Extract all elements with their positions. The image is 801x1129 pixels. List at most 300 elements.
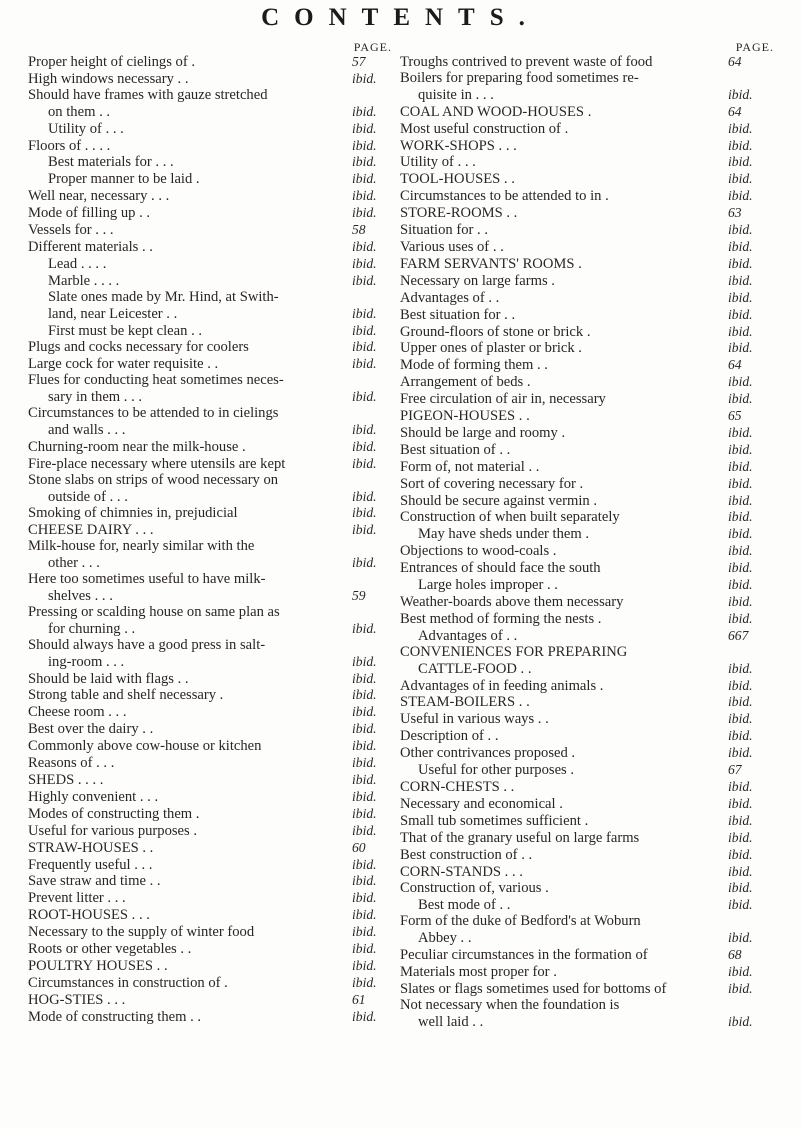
toc-entry bbox=[28, 356, 392, 373]
toc-entry-text: Boilers for preparing food sometimes re- bbox=[400, 70, 639, 86]
toc-entry bbox=[400, 880, 762, 897]
toc-entry-page: ibid. bbox=[728, 930, 753, 946]
toc-entry bbox=[28, 572, 392, 588]
toc-entry bbox=[400, 307, 762, 324]
toc-entry-text: Necessary to the supply of winter food bbox=[28, 925, 255, 941]
toc-entry-page: ibid. bbox=[728, 475, 753, 491]
toc-entry bbox=[28, 772, 392, 789]
toc-entry-page: ibid. bbox=[352, 907, 377, 923]
toc-entry-text: Commonly above cow-house or kitchen bbox=[28, 739, 262, 755]
toc-entry-page: ibid. bbox=[352, 70, 377, 86]
toc-entry-page: ibid. bbox=[352, 974, 377, 990]
toc-entry-text: WORK-SHOPS . . . bbox=[400, 138, 517, 154]
toc-entry-text: HOG-STIES . . . bbox=[28, 992, 126, 1008]
toc-entry-text: shelves . . . bbox=[48, 589, 113, 604]
toc-entry-page: ibid. bbox=[352, 488, 377, 504]
toc-entry bbox=[400, 239, 762, 256]
toc-entry-page: ibid. bbox=[352, 1008, 377, 1024]
toc-entry-page: ibid. bbox=[728, 594, 753, 609]
toc-entry-page: ibid. bbox=[352, 805, 377, 821]
toc-entry bbox=[400, 543, 762, 560]
toc-entry-text: High windows necessary . . bbox=[28, 71, 189, 87]
toc-entry-text: Circumstances to be attended to in cielings bbox=[28, 406, 279, 422]
toc-entry bbox=[400, 171, 762, 188]
toc-entry-text: Free circulation of air in, necessary bbox=[400, 392, 606, 408]
toc-entry-text: Best materials for . . . bbox=[48, 155, 174, 171]
toc-entry-page: 61 bbox=[352, 991, 366, 1007]
toc-entry-page: ibid. bbox=[728, 340, 753, 356]
toc-entry-text: and walls . . . bbox=[48, 422, 126, 438]
toc-entry bbox=[400, 560, 762, 577]
toc-entry-text: Large cock for water requisite . . bbox=[28, 357, 219, 373]
toc-entry-page: ibid. bbox=[728, 374, 753, 390]
toc-entry-text: Mode of constructing them . . bbox=[28, 1009, 202, 1025]
toc-entry bbox=[400, 509, 762, 526]
toc-entry bbox=[400, 645, 762, 661]
toc-entry bbox=[400, 711, 762, 728]
toc-entry-text: First must be kept clean . . bbox=[48, 323, 203, 339]
toc-entry-page: ibid. bbox=[728, 610, 753, 626]
toc-entry bbox=[28, 239, 392, 256]
toc-entry bbox=[28, 721, 392, 738]
toc-entry-page: ibid. bbox=[728, 829, 753, 845]
toc-entry-page: ibid. bbox=[352, 188, 377, 204]
toc-entry-page: ibid. bbox=[728, 812, 753, 828]
toc-entry-page: ibid. bbox=[728, 86, 753, 102]
toc-entry-text: Best situation for . . bbox=[400, 307, 516, 323]
toc-entry-text: Troughs contrived to prevent waste of food bbox=[400, 55, 653, 70]
page-title: CONTENTS. bbox=[261, 4, 540, 31]
toc-entry bbox=[28, 489, 392, 506]
toc-entry bbox=[28, 857, 392, 874]
toc-entry-text: Floors of . . . . bbox=[28, 138, 111, 154]
toc-entry-text: outside of . . . bbox=[48, 489, 128, 505]
toc-entry-page: ibid. bbox=[728, 120, 753, 136]
toc-entry bbox=[28, 890, 392, 907]
toc-entry-page: ibid. bbox=[352, 205, 377, 221]
toc-entry bbox=[400, 154, 762, 171]
toc-entry-text: land, near Leicester . . bbox=[48, 306, 178, 322]
toc-entry-text: Slates or flags sometimes used for bottoms of bbox=[400, 981, 667, 997]
toc-entry bbox=[400, 442, 762, 459]
toc-entry bbox=[28, 588, 392, 605]
toc-entry-text: Abbey . . bbox=[418, 931, 472, 947]
toc-entry bbox=[400, 493, 762, 510]
toc-entry-page: ibid. bbox=[352, 322, 377, 338]
toc-entry bbox=[28, 605, 392, 621]
toc-entry-text: Proper manner to be laid . bbox=[48, 172, 200, 188]
toc-entry-page: ibid. bbox=[352, 721, 377, 737]
toc-entry bbox=[28, 840, 392, 857]
toc-entry-text: quisite in . . . bbox=[418, 87, 494, 103]
toc-entry-page: ibid. bbox=[352, 873, 377, 889]
toc-entry-text: ROOT-HOUSES . . . bbox=[28, 908, 150, 924]
toc-entry-text: Sort of covering necessary for . bbox=[400, 476, 584, 492]
toc-entry bbox=[400, 391, 762, 408]
toc-entry-text: COAL AND WOOD-HOUSES . bbox=[400, 104, 592, 120]
toc-entry-text: sary in them . . . bbox=[48, 390, 143, 406]
toc-entry bbox=[28, 71, 392, 88]
toc-entry bbox=[28, 992, 392, 1009]
toc-entry-page: ibid. bbox=[352, 924, 377, 940]
toc-entry bbox=[400, 914, 762, 930]
toc-entry bbox=[400, 796, 762, 813]
toc-entry-page: ibid. bbox=[352, 957, 377, 973]
toc-entry-text: STRAW-HOUSES . . bbox=[28, 840, 154, 856]
toc-entry-text: Circumstances to be attended to in . bbox=[400, 189, 609, 205]
toc-entry bbox=[28, 290, 392, 306]
toc-entry bbox=[400, 847, 762, 864]
toc-entry-page: ibid. bbox=[728, 846, 753, 862]
toc-entry bbox=[28, 539, 392, 555]
toc-entry-page: ibid. bbox=[352, 305, 377, 321]
toc-entry bbox=[28, 671, 392, 688]
toc-entry bbox=[28, 958, 392, 975]
toc-entry-page: ibid. bbox=[352, 137, 377, 153]
toc-entry bbox=[400, 947, 762, 964]
toc-entry-page: ibid. bbox=[352, 171, 377, 187]
toc-entry bbox=[400, 526, 762, 543]
toc-entry-text: Modes of constructing them . bbox=[28, 806, 200, 822]
toc-entry bbox=[400, 425, 762, 442]
right-column bbox=[400, 40, 774, 1031]
toc-entry-text: POULTRY HOUSES . . bbox=[28, 958, 168, 974]
toc-entry-page: ibid. bbox=[728, 441, 753, 457]
toc-entry bbox=[400, 930, 762, 947]
toc-entry bbox=[28, 256, 392, 273]
toc-entry-text: That of the granary useful on large farms bbox=[400, 830, 640, 846]
toc-entry-page: ibid. bbox=[728, 1013, 753, 1029]
toc-entry-page: ibid. bbox=[728, 154, 753, 170]
toc-entry-text: Situation for . . bbox=[400, 223, 488, 239]
toc-entry-page: 64 bbox=[728, 54, 742, 69]
toc-entry bbox=[28, 138, 392, 155]
toc-entry bbox=[28, 907, 392, 924]
toc-entry-page: ibid. bbox=[728, 543, 753, 559]
toc-entry bbox=[400, 964, 762, 981]
toc-entry-page: ibid. bbox=[728, 880, 753, 896]
toc-entry-page: ibid. bbox=[352, 653, 377, 669]
toc-entry bbox=[400, 290, 762, 307]
toc-entry-page: ibid. bbox=[728, 255, 753, 271]
toc-entry-text: Strong table and shelf necessary . bbox=[28, 688, 224, 704]
toc-entry-page: ibid. bbox=[728, 238, 753, 254]
toc-entry bbox=[400, 459, 762, 476]
toc-entry bbox=[400, 611, 762, 628]
toc-entry bbox=[400, 1014, 762, 1031]
toc-entry-page: ibid. bbox=[728, 526, 753, 542]
toc-entry-text: Other contrivances proposed . bbox=[400, 746, 576, 762]
toc-entry bbox=[400, 87, 762, 104]
toc-entry bbox=[28, 687, 392, 704]
left-entry-list bbox=[28, 54, 392, 1026]
toc-entry bbox=[400, 694, 762, 711]
toc-entry-text: Lead . . . . bbox=[48, 256, 107, 272]
toc-entry bbox=[28, 188, 392, 205]
toc-entry-text: Various uses of . . bbox=[400, 239, 504, 255]
toc-entry-text: Vessels for . . . bbox=[28, 223, 114, 239]
toc-entry-page: 63 bbox=[728, 205, 742, 221]
toc-entry-page: ibid. bbox=[728, 677, 753, 693]
toc-entry-text: Objections to wood-coals . bbox=[400, 544, 557, 560]
toc-entry-page: 59 bbox=[352, 588, 366, 603]
toc-entry bbox=[28, 975, 392, 992]
toc-entry bbox=[400, 577, 762, 594]
toc-entry-page: ibid. bbox=[352, 687, 377, 703]
toc-entry-text: Description of . . bbox=[400, 729, 499, 745]
toc-entry-page: ibid. bbox=[352, 103, 377, 119]
toc-entry-text: Best situation of . . bbox=[400, 442, 511, 458]
toc-entry bbox=[28, 205, 392, 222]
toc-entry-text: Flues for conducting heat sometimes neces- bbox=[28, 373, 284, 389]
toc-entry-text: Useful for other purposes . bbox=[418, 763, 575, 779]
toc-entry-page: 58 bbox=[352, 222, 366, 238]
toc-entry-text: STEAM-BOILERS . . bbox=[400, 695, 530, 711]
toc-entry-page: ibid. bbox=[728, 897, 753, 913]
right-page-header: PAGE. bbox=[735, 40, 774, 54]
toc-entry bbox=[400, 340, 762, 357]
toc-entry-text: Should always have a good press in salt- bbox=[28, 637, 266, 653]
right-entry-list bbox=[400, 54, 762, 1031]
toc-entry-page: ibid. bbox=[728, 963, 753, 979]
toc-entry bbox=[28, 456, 392, 473]
toc-entry-page: ibid. bbox=[728, 458, 753, 474]
toc-entry-text: Proper height of cielings of . bbox=[28, 55, 195, 70]
toc-entry-text: Roots or other vegetables . . bbox=[28, 942, 192, 958]
toc-entry-page: ibid. bbox=[728, 694, 753, 710]
toc-entry bbox=[400, 728, 762, 745]
toc-entry-page: ibid. bbox=[352, 771, 377, 787]
toc-entry-text: PIGEON-HOUSES . . bbox=[400, 409, 530, 425]
toc-entry-text: Necessary and economical . bbox=[400, 796, 563, 812]
toc-entry-page: 64 bbox=[728, 103, 742, 119]
toc-entry-page: ibid. bbox=[352, 255, 377, 271]
toc-entry bbox=[28, 654, 392, 671]
toc-entry-page: ibid. bbox=[352, 389, 377, 405]
toc-entry-page: ibid. bbox=[352, 421, 377, 437]
toc-entry bbox=[28, 439, 392, 456]
toc-entry bbox=[400, 121, 762, 138]
toc-entry-page: ibid. bbox=[728, 424, 753, 440]
toc-entry bbox=[400, 678, 762, 695]
toc-entry-text: Most useful construction of . bbox=[400, 121, 569, 137]
toc-entry-page: ibid. bbox=[728, 289, 753, 305]
toc-entry bbox=[400, 661, 762, 678]
toc-entry-text: Fire-place necessary where utensils are kept bbox=[28, 456, 286, 472]
toc-entry bbox=[28, 323, 392, 340]
toc-entry-text: Save straw and time . . bbox=[28, 874, 161, 890]
toc-entry-page: ibid. bbox=[352, 455, 377, 471]
toc-entry-page: ibid. bbox=[728, 391, 753, 407]
toc-entry-text: FARM SERVANTS' ROOMS . bbox=[400, 256, 582, 272]
toc-entry-text: Cheese room . . . bbox=[28, 705, 127, 721]
toc-entry-page: ibid. bbox=[728, 577, 753, 593]
toc-entry-page: ibid. bbox=[352, 822, 377, 838]
toc-entry-page: ibid. bbox=[728, 492, 753, 508]
toc-entry-page: ibid. bbox=[728, 560, 753, 576]
toc-entry-text: Mode of forming them . . bbox=[400, 358, 548, 374]
toc-entry bbox=[28, 941, 392, 958]
toc-entry bbox=[28, 389, 392, 406]
toc-entry-text: Pressing or scalding house on same plan as bbox=[28, 604, 280, 620]
toc-entry-text: Upper ones of plaster or brick . bbox=[400, 341, 582, 357]
toc-entry-text: Should have frames with gauze stretched bbox=[28, 87, 268, 103]
toc-entry-text: Small tub sometimes sufficient . bbox=[400, 813, 589, 829]
toc-entry bbox=[28, 54, 392, 71]
toc-entry-page: ibid. bbox=[352, 620, 377, 636]
toc-entry-page: ibid. bbox=[728, 778, 753, 794]
toc-entry-text: Highly convenient . . . bbox=[28, 789, 159, 805]
toc-entry-page: ibid. bbox=[728, 711, 753, 727]
toc-entry-text: Plugs and cocks necessary for coolers bbox=[28, 340, 249, 356]
toc-entry-text: TOOL-HOUSES . . bbox=[400, 172, 515, 188]
toc-entry-text: Reasons of . . . bbox=[28, 756, 115, 772]
toc-entry-text: CORN-STANDS . . . bbox=[400, 864, 523, 880]
toc-entry bbox=[400, 897, 762, 914]
toc-entry-page: ibid. bbox=[352, 120, 377, 136]
left-page-header: PAGE. bbox=[353, 40, 392, 54]
toc-entry bbox=[28, 638, 392, 654]
toc-entry-text: Different materials . . bbox=[28, 239, 153, 255]
toc-entry bbox=[400, 104, 762, 121]
toc-entry bbox=[28, 422, 392, 439]
toc-entry-text: other . . . bbox=[48, 556, 100, 572]
toc-entry-page: ibid. bbox=[728, 980, 753, 996]
toc-entry-text: CHEESE DAIRY . . . bbox=[28, 523, 154, 539]
toc-entry-text: Best construction of . . bbox=[400, 847, 533, 863]
toc-entry bbox=[400, 830, 762, 847]
toc-entry-text: Large holes improper . . bbox=[418, 578, 558, 594]
toc-entry-page: ibid. bbox=[728, 509, 753, 525]
toc-entry-text: May have sheds under them . bbox=[418, 527, 590, 543]
toc-entry-page: ibid. bbox=[352, 788, 377, 804]
toc-entry-page: ibid. bbox=[728, 728, 753, 744]
toc-entry-page: ibid. bbox=[728, 137, 753, 153]
toc-entry bbox=[28, 222, 392, 239]
toc-entry bbox=[400, 256, 762, 273]
toc-entry-text: Useful in various ways . . bbox=[400, 712, 549, 728]
toc-entry bbox=[28, 1009, 392, 1026]
toc-entry-text: well laid . . bbox=[418, 1014, 484, 1030]
toc-entry bbox=[28, 473, 392, 489]
toc-entry-page: ibid. bbox=[728, 272, 753, 288]
toc-entry bbox=[400, 71, 762, 87]
toc-entry-text: Best mode of . . bbox=[418, 898, 511, 914]
toc-entry-text: Milk-house for, nearly similar with the bbox=[28, 539, 255, 555]
toc-entry-page: ibid. bbox=[352, 154, 377, 170]
toc-entry-text: STORE-ROOMS . . bbox=[400, 206, 518, 222]
toc-entry-text: Best over the dairy . . bbox=[28, 722, 154, 738]
toc-entry bbox=[28, 738, 392, 755]
toc-entry-text: Form of, not material . . bbox=[400, 459, 540, 475]
toc-entry bbox=[28, 339, 392, 356]
toc-entry-text: Entrances of should face the south bbox=[400, 561, 601, 577]
toc-entry-page: ibid. bbox=[352, 738, 377, 754]
toc-entry-page: ibid. bbox=[352, 272, 377, 288]
toc-entry bbox=[400, 222, 762, 239]
toc-entry-text: Construction of, various . bbox=[400, 881, 549, 897]
toc-entry-page: ibid. bbox=[352, 670, 377, 686]
toc-entry bbox=[400, 745, 762, 762]
toc-entry-text: Weather-boards above them necessary bbox=[400, 595, 624, 610]
toc-entry-page: ibid. bbox=[352, 505, 377, 521]
toc-entry-page: ibid. bbox=[728, 306, 753, 322]
toc-entry-text: Arrangement of beds . bbox=[400, 375, 531, 391]
toc-entry bbox=[28, 104, 392, 121]
toc-entry bbox=[400, 779, 762, 796]
toc-entry-text: Useful for various purposes . bbox=[28, 823, 198, 839]
toc-entry bbox=[400, 408, 762, 425]
toc-entry bbox=[28, 88, 392, 104]
toc-entry bbox=[400, 864, 762, 881]
toc-entry-page: ibid. bbox=[728, 745, 753, 761]
toc-entry bbox=[400, 374, 762, 391]
toc-entry-text: Utility of . . . bbox=[48, 121, 124, 137]
toc-entry-page: ibid. bbox=[728, 222, 753, 238]
toc-entry bbox=[28, 121, 392, 138]
toc-entry bbox=[28, 522, 392, 539]
toc-entry bbox=[28, 924, 392, 941]
toc-entry-page: ibid. bbox=[352, 856, 377, 872]
toc-entry-text: Form of the duke of Bedford's at Woburn bbox=[400, 914, 641, 930]
toc-entry-page: ibid. bbox=[728, 171, 753, 187]
toc-entry bbox=[400, 54, 762, 71]
toc-entry-text: Advantages of . . bbox=[400, 290, 500, 306]
toc-entry-page: ibid. bbox=[352, 356, 377, 372]
toc-entry-page: ibid. bbox=[352, 438, 377, 454]
toc-entry bbox=[28, 306, 392, 323]
toc-entry-text: Marble . . . . bbox=[48, 273, 120, 289]
toc-entry-text: Ground-floors of stone or brick . bbox=[400, 324, 591, 340]
toc-entry-page: 67 bbox=[728, 762, 742, 778]
toc-entry bbox=[400, 594, 762, 611]
toc-entry-page: ibid. bbox=[352, 941, 377, 957]
toc-entry-text: for churning . . bbox=[48, 621, 136, 637]
toc-entry-text: SHEDS . . . . bbox=[28, 772, 104, 788]
toc-entry-text: Advantages of in feeding animals . bbox=[400, 678, 604, 694]
toc-entry-page: 65 bbox=[728, 408, 742, 424]
toc-entry-page: ibid. bbox=[728, 323, 753, 339]
toc-entry-text: Churning-room near the milk-house . bbox=[28, 439, 246, 455]
toc-entry bbox=[400, 981, 762, 998]
toc-entry bbox=[28, 755, 392, 772]
toc-entry bbox=[28, 621, 392, 638]
toc-entry bbox=[400, 476, 762, 493]
toc-entry-text: Stone slabs on strips of wood necessary on bbox=[28, 472, 279, 488]
toc-entry-page: ibid. bbox=[728, 863, 753, 879]
toc-entry-page: ibid. bbox=[352, 238, 377, 254]
toc-entry-page: 68 bbox=[728, 947, 742, 963]
toc-entry bbox=[28, 873, 392, 890]
toc-entry-text: Circumstances in construction of . bbox=[28, 975, 228, 991]
toc-entry bbox=[28, 806, 392, 823]
toc-entry-page: 667 bbox=[728, 627, 749, 643]
toc-entry-text: ing-room . . . bbox=[48, 654, 125, 670]
toc-entry bbox=[400, 998, 762, 1014]
toc-entry-page: ibid. bbox=[352, 522, 377, 538]
toc-entry-page: 60 bbox=[352, 839, 366, 855]
toc-entry-text: Should be secure against vermin . bbox=[400, 493, 597, 509]
toc-entry-page: ibid. bbox=[728, 188, 753, 204]
toc-entry bbox=[28, 406, 392, 422]
toc-entry bbox=[400, 762, 762, 779]
toc-entry bbox=[28, 373, 392, 389]
toc-entry-text: Slate ones made by Mr. Hind, at Swith- bbox=[48, 289, 279, 305]
toc-entry-text: Best method of forming the nests . bbox=[400, 611, 602, 627]
toc-entry bbox=[400, 188, 762, 205]
toc-entry-text: Necessary on large farms . bbox=[400, 273, 555, 289]
toc-entry bbox=[400, 628, 762, 645]
